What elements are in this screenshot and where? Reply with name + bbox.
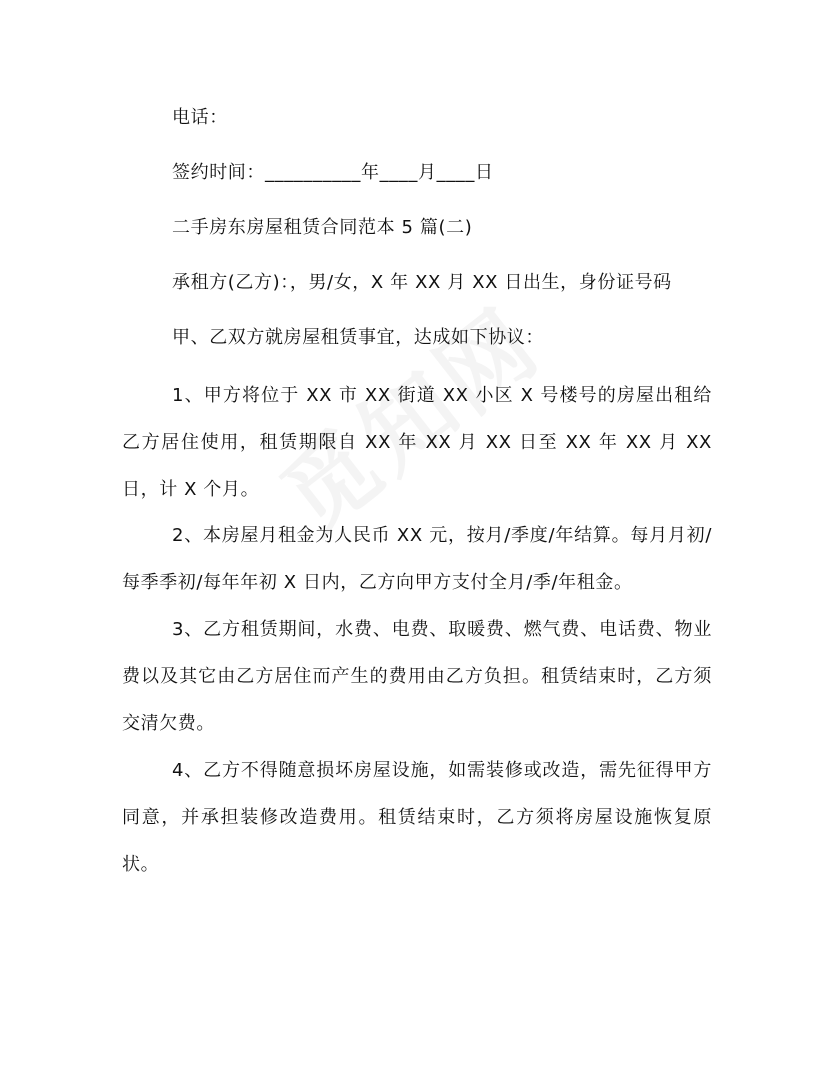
phone-label: 电话： — [172, 107, 228, 128]
clause-3: 3、乙方租赁期间，水费、电费、取暖费、燃气费、电话费、物业费以及其它由乙方居住而产生的费用由乙方负担。租赁结束时，乙方须交清欠费。 — [122, 619, 712, 734]
clause-1: 1、甲方将位于 XX 市 XX 街道 XX 小区 X 号楼号的房屋出租给乙方居住使用，租赁期限自 XX 年 XX 月 XX 日至 XX 年 XX 月 XX 日，计 X 个月。 — [122, 385, 712, 500]
section-title: 二手房东房屋租赁合同范本 5 篇(二) — [172, 217, 473, 238]
clause-4: 4、乙方不得随意损坏房屋设施，如需装修或改造，需先征得甲方同意，并承担装修改造费用。租赁结束时，乙方须将房屋设施恢复原状。 — [122, 760, 712, 875]
tenant-line: 承租方(乙方)：，男/女，X 年 XX 月 XX 日出生，身份证号码 — [172, 272, 672, 293]
sign-time-line: 签约时间：__________年____月____日 — [172, 162, 494, 183]
clause-2: 2、本房屋月租金为人民币 XX 元，按月/季度/年结算。每月月初/每季季初/每年年初 X 日内，乙方向甲方支付全月/季/年租金。 — [122, 525, 712, 593]
agreement-intro: 甲、乙双方就房屋租赁事宜，达成如下协议： — [172, 327, 544, 348]
